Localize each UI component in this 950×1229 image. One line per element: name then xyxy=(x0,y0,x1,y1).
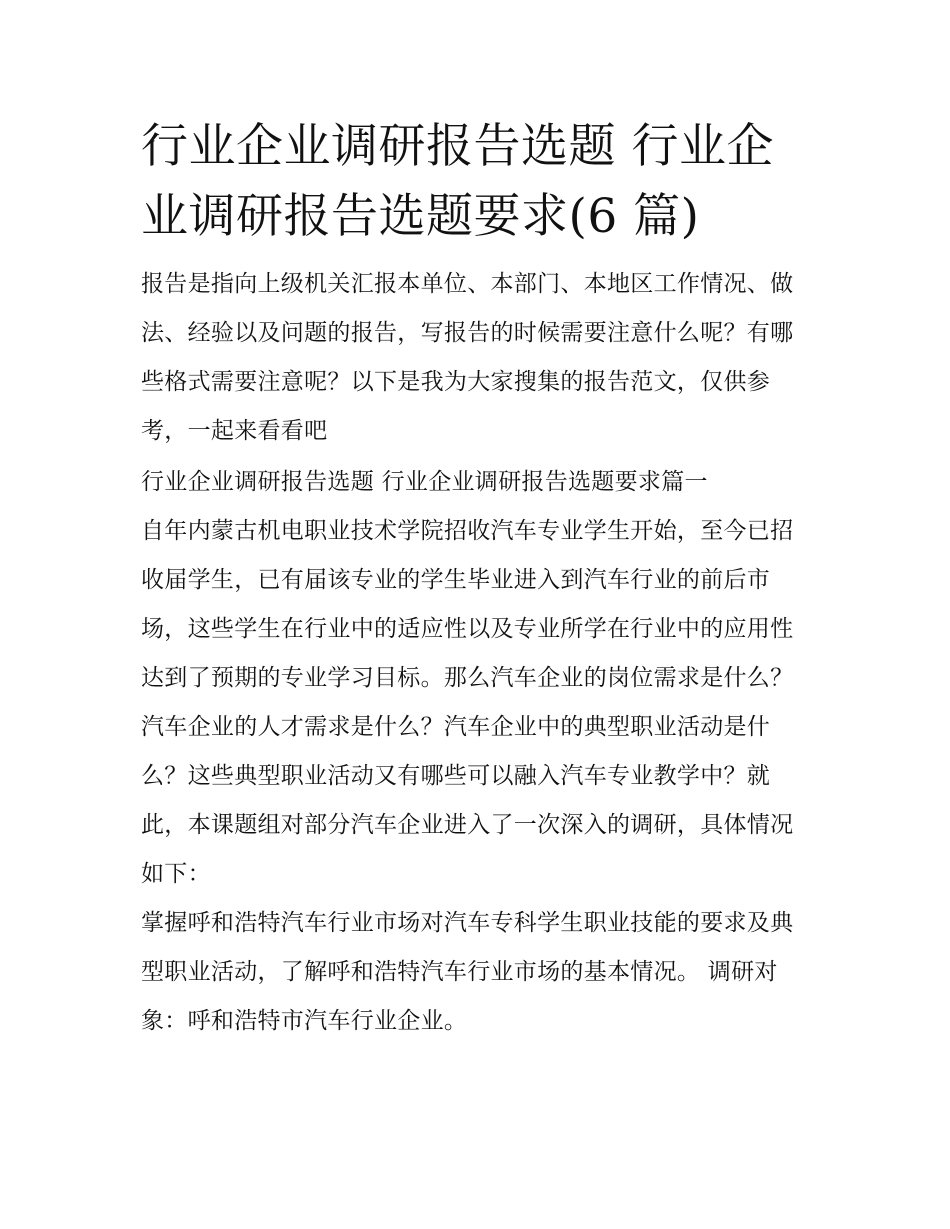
section-heading: 行业企业调研报告选题 行业企业调研报告选题要求篇一 xyxy=(141,469,708,495)
intro-paragraph: 报告是指向上级机关汇报本单位、本部门、本地区工作情况、做法、经验以及问题的报告，写报告的时候需要注意什么呢？有哪些格式需要注意呢？以下是我为大家搜集的报告范文，仅供参考，一起来看看吧 xyxy=(141,271,794,444)
body-paragraph: 自年内蒙古机电职业技术学院招收汽车专业学生开始，至今已招收届学生，已有届该专业的学生毕业进入到汽车行业的前后市场，这些学生在行业中的适应性以及专业所学在行业中的应用性达到了预期的专业学习目标。那么汽车企业的岗位需求是什么？汽车企业的人才需求是什么？汽车企业中的典型职业活动是什么？这些典型职业活动又有哪些可以融入汽车专业教学中？就此，本课题组对部分汽车企业进入了一次深入的调研，具体情况如下： xyxy=(141,518,794,887)
document-title: 行业企业调研报告选题 行业企业调研报告选题要求(6 篇) xyxy=(141,119,774,244)
body-paragraph: 掌握呼和浩特汽车行业市场对汽车专科学生职业技能的要求及典型职业活动，了解呼和浩特汽车行业市场的基本情况。 调研对象：呼和浩特市汽车行业企业。 xyxy=(141,910,794,1034)
document-content xyxy=(141,112,813,1046)
